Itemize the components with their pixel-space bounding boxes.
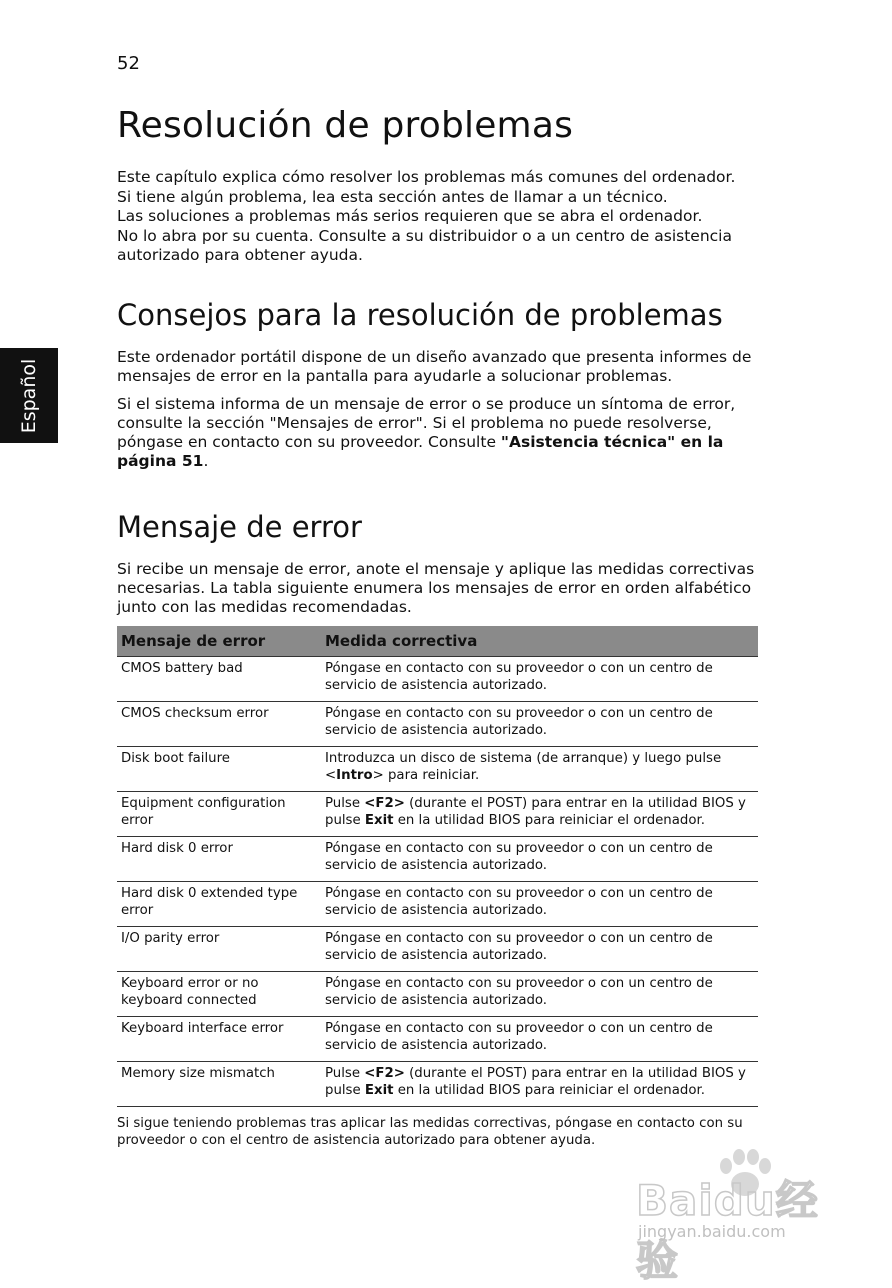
table-row xyxy=(117,701,758,746)
action-text: > para reiniciar. xyxy=(372,767,480,783)
key-name: <F2> xyxy=(364,795,405,811)
table-row xyxy=(117,971,758,1016)
column-header-error: Mensaje de error xyxy=(117,626,321,657)
error-cell: Equipment configuration error xyxy=(117,791,321,836)
action-cell: Póngase en contacto con su proveedor o con un centro de servicio de asistencia autorizado. xyxy=(321,971,758,1016)
action-cell: Póngase en contacto con su proveedor o con un centro de servicio de asistencia autorizado. xyxy=(321,1016,758,1061)
intro-line: Si tiene algún problema, lea esta sección antes de llamar a un técnico. xyxy=(117,187,668,206)
error-cell: Hard disk 0 error xyxy=(117,836,321,881)
tips-paragraph-2 xyxy=(117,395,758,471)
error-cell: I/O parity error xyxy=(117,926,321,971)
page-content xyxy=(117,105,758,1162)
intro-paragraph xyxy=(117,168,758,266)
key-name: Exit xyxy=(364,812,394,828)
page-number: 52 xyxy=(117,53,140,74)
action-text: en la utilidad BIOS para reiniciar el ordenador. xyxy=(393,1082,705,1098)
baidu-watermark xyxy=(636,1140,856,1285)
key-name: Exit xyxy=(364,1082,394,1098)
action-cell: Póngase en contacto con su proveedor o con un centro de servicio de asistencia autorizado. xyxy=(321,926,758,971)
key-name: Intro xyxy=(336,767,373,783)
page-title: Resolución de problemas xyxy=(117,105,574,146)
tips-paragraph-2-text: Si el sistema informa de un mensaje de error o se produce un síntoma de error, consulte la sección "Mensajes de error". Si el problema no puede resolverse, póngase en contacto con su proveedor. Consulte xyxy=(117,394,736,451)
error-cell: CMOS battery bad xyxy=(117,656,321,701)
action-cell xyxy=(321,746,758,791)
section-heading-error-messages: Mensaje de error xyxy=(117,509,362,544)
table-row xyxy=(117,791,758,836)
action-cell xyxy=(321,791,758,836)
language-side-tab xyxy=(0,348,58,443)
intro-line: Las soluciones a problemas más serios requieren que se abra el ordenador. xyxy=(117,207,703,225)
table-row xyxy=(117,926,758,971)
error-cell: Disk boot failure xyxy=(117,746,321,791)
error-cell: CMOS checksum error xyxy=(117,701,321,746)
error-cell: Keyboard interface error xyxy=(117,1016,321,1061)
action-cell: Póngase en contacto con su proveedor o con un centro de servicio de asistencia autorizado. xyxy=(321,656,758,701)
table-row xyxy=(117,881,758,926)
error-cell: Hard disk 0 extended type error xyxy=(117,881,321,926)
action-text: Pulse xyxy=(325,1065,365,1081)
intro-line: Este capítulo explica cómo resolver los problemas más comunes del ordenador. xyxy=(117,168,736,186)
table-row xyxy=(117,656,758,701)
action-cell: Póngase en contacto con su proveedor o con un centro de servicio de asistencia autorizado. xyxy=(321,881,758,926)
action-text: (durante el POST) para entrar en la utilidad BIOS y pulse xyxy=(325,795,746,828)
key-name: <F2> xyxy=(364,1065,405,1081)
action-cell: Póngase en contacto con su proveedor o con un centro de servicio de asistencia autorizado. xyxy=(321,701,758,746)
table-header-row xyxy=(117,626,758,657)
error-messages-paragraph: Si recibe un mensaje de error, anote el mensaje y aplique las medidas correctivas necesarias. La tabla siguiente enumera los mensajes de error en orden alfabético junto con las medidas recomendadas. xyxy=(117,559,755,616)
error-cell: Memory size mismatch xyxy=(117,1061,321,1106)
intro-line: No lo abra por su cuenta. Consulte a su distribuidor o a un centro de asistencia autorizado para obtener ayuda. xyxy=(117,226,732,264)
tips-paragraph-2-end: . xyxy=(203,451,209,470)
action-cell xyxy=(321,1061,758,1106)
section-heading-troubleshooting-tips: Consejos para la resolución de problemas xyxy=(117,297,723,332)
watermark-url: jingyan.baidu.com xyxy=(638,1222,786,1241)
table-row xyxy=(117,746,758,791)
error-cell: Keyboard error or no keyboard connected xyxy=(117,971,321,1016)
watermark-logo: Baidu经验 xyxy=(636,1176,819,1285)
action-text: (durante el POST) para entrar en la utilidad BIOS y pulse xyxy=(325,1065,746,1098)
footer-note: Si sigue teniendo problemas tras aplicar las medidas correctivas, póngase en contacto con su proveedor o con el centro de asistencia autorizado para obtener ayuda. xyxy=(117,1115,743,1148)
table-row xyxy=(117,836,758,881)
action-cell: Póngase en contacto con su proveedor o con un centro de servicio de asistencia autorizado. xyxy=(321,836,758,881)
tips-paragraph-1: Este ordenador portátil dispone de un diseño avanzado que presenta informes de mensajes de error en la pantalla para ayudarle a solucionar problemas. xyxy=(117,347,752,385)
action-text: Introduzca un disco de sistema (de arranque) y luego pulse < xyxy=(325,750,722,783)
action-text: Pulse xyxy=(325,795,365,811)
technical-support-link[interactable]: "Asistencia técnica" en la página 51 xyxy=(117,432,724,470)
language-tab-label: Español xyxy=(18,358,40,433)
column-header-action: Medida correctiva xyxy=(321,626,758,657)
error-messages-table xyxy=(117,626,758,1107)
action-text: en la utilidad BIOS para reiniciar el ordenador. xyxy=(393,812,705,828)
table-row xyxy=(117,1016,758,1061)
table-row xyxy=(117,1061,758,1106)
